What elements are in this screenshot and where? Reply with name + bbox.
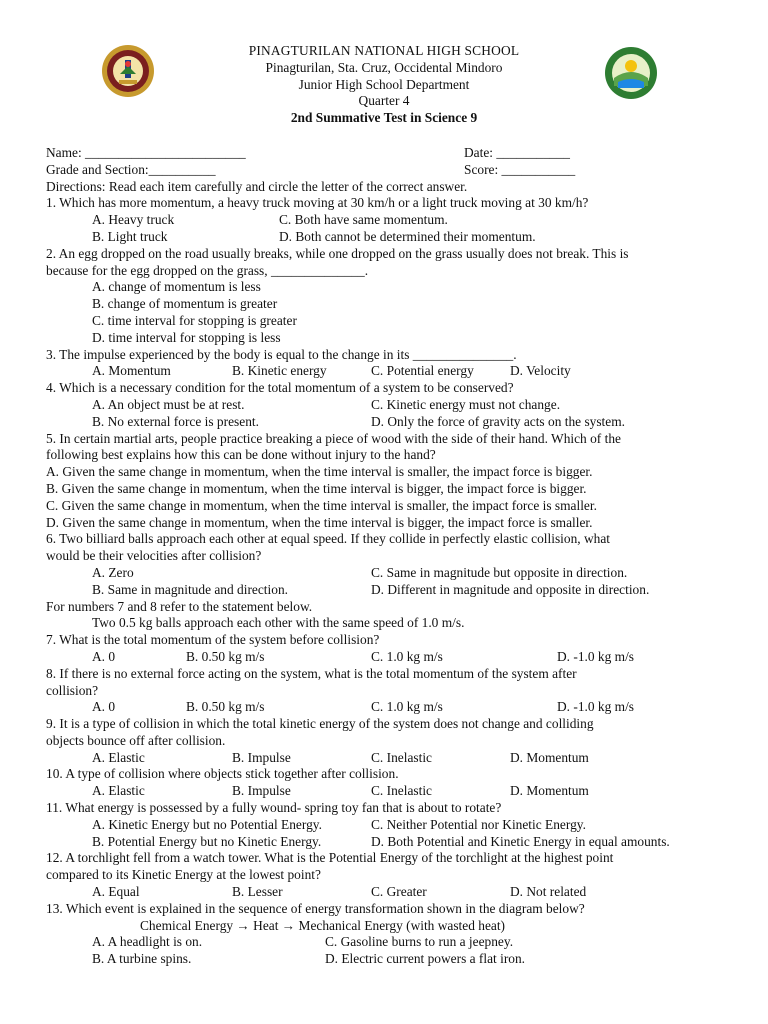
q1-options-row-1	[46, 212, 726, 229]
reference-7-8-statement: Two 0.5 kg balls approach each other with the same speed of 1.0 m/s.	[92, 615, 465, 631]
test-content	[46, 145, 726, 968]
q13-option-a[interactable]: A. A headlight is on.	[92, 934, 203, 950]
question-1: 1. Which has more momentum, a heavy truck moving at 30 km/h or a light truck moving at 30 km/h?	[46, 195, 589, 211]
q11-option-c[interactable]: C. Neither Potential nor Kinetic Energy.	[371, 816, 586, 832]
question-9-line-2: objects bounce off after collision.	[46, 732, 226, 748]
question-5-line-2: following best explains how this can be done without injury to the hand?	[46, 447, 436, 463]
school-name: PINAGTURILAN NATIONAL HIGH SCHOOL	[248, 43, 520, 58]
question-2-line-1: 2. An egg dropped on the road usually breaks, while one dropped on the grass usually does not break. This is	[46, 245, 629, 261]
q7-option-c[interactable]: C. 1.0 kg m/s	[371, 648, 443, 664]
q3-option-a[interactable]: A. Momentum	[92, 363, 171, 379]
q8-options-row	[46, 699, 726, 716]
q3-option-d[interactable]: D. Velocity	[510, 363, 571, 379]
q13-option-b[interactable]: B. A turbine spins.	[92, 951, 192, 967]
q1-option-d[interactable]: D. Both cannot be determined their momentum.	[279, 228, 536, 244]
q6-option-d[interactable]: D. Different in magnitude and opposite in direction.	[371, 581, 650, 597]
q12-option-a[interactable]: A. Equal	[92, 884, 140, 900]
q1-option-b[interactable]: B. Light truck	[92, 228, 168, 244]
q12-options-row	[46, 884, 726, 901]
q8-option-c[interactable]: C. 1.0 kg m/s	[371, 699, 443, 715]
q2-option-a[interactable]: A. change of momentum is less	[92, 279, 261, 295]
q5-option-c[interactable]: C. Given the same change in momentum, when the time interval is smaller, the impact force is smaller.	[46, 497, 597, 513]
question-6-line-2: would be their velocities after collision?	[46, 548, 262, 564]
question-9-line-1: 9. It is a type of collision in which the total kinetic energy of the system does not change and colliding	[46, 716, 594, 732]
question-10: 10. A type of collision where objects stick together after collision.	[46, 766, 399, 782]
q1-option-c[interactable]: C. Both have same momentum.	[279, 212, 448, 228]
q4-options-row-2	[46, 414, 726, 431]
directions: Directions: Read each item carefully and circle the letter of the correct answer.	[46, 178, 468, 194]
q12-option-c[interactable]: C. Greater	[371, 884, 427, 900]
question-13: 13. Which event is explained in the sequence of energy transformation shown in the diagram below?	[46, 900, 585, 916]
name-date-row	[46, 145, 726, 162]
q3-options-row	[46, 363, 726, 380]
q7-option-d[interactable]: D. -1.0 kg m/s	[557, 648, 634, 664]
q8-option-a[interactable]: A. 0	[92, 699, 116, 715]
q2-option-b[interactable]: B. change of momentum is greater	[92, 296, 278, 312]
q13-options-row-1	[46, 934, 726, 951]
q4-options-row-1	[46, 397, 726, 414]
q13-options-row-2	[46, 951, 726, 968]
q10-options-row	[46, 783, 726, 800]
q11-option-d[interactable]: D. Both Potential and Kinetic Energy in equal amounts.	[371, 833, 670, 849]
department: Junior High School Department	[298, 76, 470, 92]
question-2-line-2: because for the egg dropped on the grass, ______________.	[46, 262, 369, 278]
q9-options-row	[46, 750, 726, 767]
q3-option-c[interactable]: C. Potential energy	[371, 363, 474, 379]
q6-options-row-1	[46, 565, 726, 582]
q1-options-row-2	[46, 229, 726, 246]
q11-option-a[interactable]: A. Kinetic Energy but no Potential Energy.	[92, 816, 322, 832]
q2-option-d[interactable]: D. time interval for stopping is less	[92, 329, 281, 345]
q9-option-a[interactable]: A. Elastic	[92, 749, 145, 765]
q11-option-b[interactable]: B. Potential Energy but no Kinetic Energy.	[92, 833, 322, 849]
q12-option-b[interactable]: B. Lesser	[232, 884, 283, 900]
q4-option-a[interactable]: A. An object must be at rest.	[92, 396, 245, 412]
q9-option-b[interactable]: B. Impulse	[232, 749, 291, 765]
question-5-line-1: 5. In certain martial arts, people practice breaking a piece of wood with the side of their hand. Which of the	[46, 430, 621, 446]
q7-options-row	[46, 649, 726, 666]
q5-option-a[interactable]: A. Given the same change in momentum, when the time interval is smaller, the impact force is bigger.	[46, 464, 593, 480]
q10-option-b[interactable]: B. Impulse	[232, 783, 291, 799]
q7-option-a[interactable]: A. 0	[92, 648, 116, 664]
question-6-line-1: 6. Two billiard balls approach each other at equal speed. If they collide in perfectly elastic collision, what	[46, 531, 611, 547]
q4-option-d[interactable]: D. Only the force of gravity acts on the system.	[371, 413, 625, 429]
school-address: Pinagturilan, Sta. Cruz, Occidental Mindoro	[265, 59, 503, 75]
q10-option-a[interactable]: A. Elastic	[92, 783, 145, 799]
question-4: 4. Which is a necessary condition for the total momentum of a system to be conserved?	[46, 380, 514, 396]
q11-options-row-1	[46, 817, 726, 834]
q12-option-d[interactable]: D. Not related	[510, 884, 587, 900]
reference-7-8-heading: For numbers 7 and 8 refer to the statement below.	[46, 598, 313, 614]
question-11: 11. What energy is possessed by a fully wound- spring toy fan that is about to rotate?	[46, 800, 502, 816]
q5-option-b[interactable]: B. Given the same change in momentum, when the time interval is bigger, the impact force is bigger.	[46, 480, 587, 496]
grade-section-field[interactable]: Grade and Section:__________	[46, 161, 216, 177]
q6-options-row-2	[46, 582, 726, 599]
question-3: 3. The impulse experienced by the body is equal to the change in its _______________.	[46, 346, 517, 362]
q5-option-d[interactable]: D. Given the same change in momentum, when the time interval is bigger, the impact force is smaller.	[46, 514, 593, 530]
quarter: Quarter 4	[358, 93, 410, 109]
question-12-line-1: 12. A torchlight fell from a watch tower. What is the Potential Energy of the torchlight at the highest point	[46, 850, 614, 866]
q4-option-c[interactable]: C. Kinetic energy must not change.	[371, 396, 561, 412]
q6-option-b[interactable]: B. Same in magnitude and direction.	[92, 581, 288, 597]
q6-option-a[interactable]: A. Zero	[92, 564, 134, 580]
q8-option-d[interactable]: D. -1.0 kg m/s	[557, 699, 634, 715]
energy-transformation-diagram: Chemical Energy → Heat → Mechanical Energy (with wasted heat)	[140, 917, 506, 933]
date-field[interactable]: Date: ___________	[464, 145, 570, 160]
q6-option-c[interactable]: C. Same in magnitude but opposite in direction.	[371, 564, 628, 580]
q13-option-c[interactable]: C. Gasoline burns to run a jeepney.	[325, 934, 514, 950]
header	[0, 43, 768, 127]
question-7: 7. What is the total momentum of the system before collision?	[46, 632, 380, 648]
q4-option-b[interactable]: B. No external force is present.	[92, 413, 259, 429]
name-field[interactable]: Name: ________________________	[46, 145, 246, 160]
question-8-line-2: collision?	[46, 682, 99, 698]
question-12-line-2: compared to its Kinetic Energy at the lowest point?	[46, 867, 321, 883]
q11-options-row-2	[46, 834, 726, 851]
q8-option-b[interactable]: B. 0.50 kg m/s	[186, 699, 265, 715]
question-8-line-1: 8. If there is no external force acting on the system, what is the total momentum of the system after	[46, 665, 577, 681]
score-field[interactable]: Score: ___________	[464, 161, 576, 177]
q13-option-d[interactable]: D. Electric current powers a flat iron.	[325, 951, 526, 967]
q9-option-d[interactable]: D. Momentum	[510, 749, 589, 765]
q1-option-a[interactable]: A. Heavy truck	[92, 212, 175, 228]
q9-option-c[interactable]: C. Inelastic	[371, 749, 432, 765]
q2-option-c[interactable]: C. time interval for stopping is greater	[92, 312, 297, 328]
grade-score-row	[46, 162, 726, 179]
q3-option-b[interactable]: B. Kinetic energy	[232, 363, 327, 379]
q7-option-b[interactable]: B. 0.50 kg m/s	[186, 648, 265, 664]
test-title: 2nd Summative Test in Science 9	[290, 110, 478, 126]
q10-option-d[interactable]: D. Momentum	[510, 783, 589, 799]
q10-option-c[interactable]: C. Inelastic	[371, 783, 432, 799]
